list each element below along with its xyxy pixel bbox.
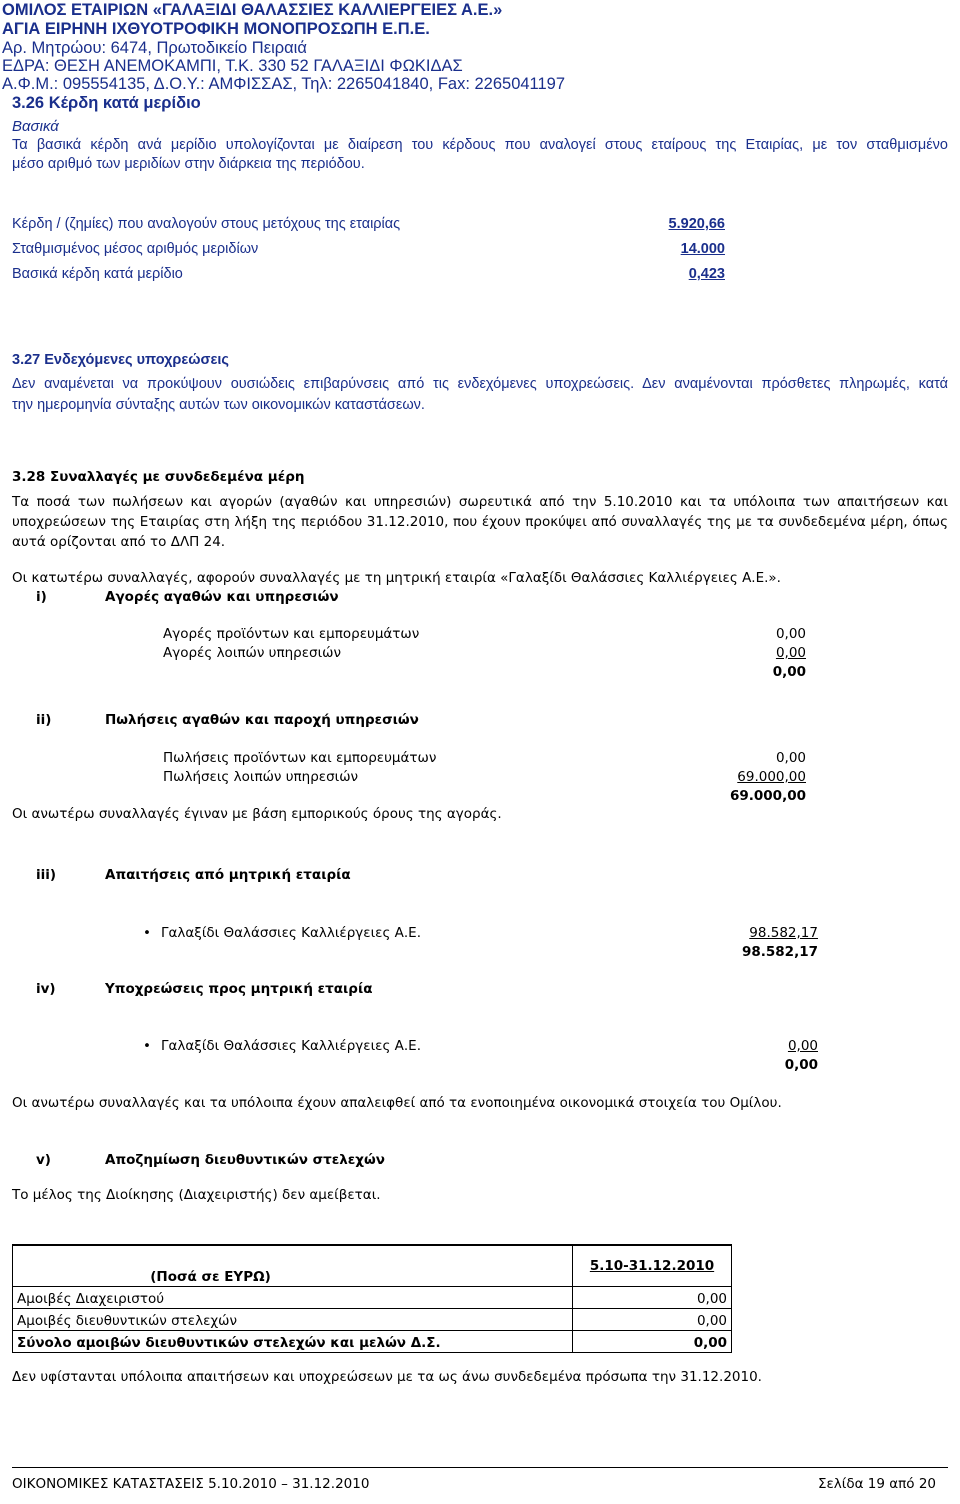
management-compensation-table [12,1244,732,1353]
item-i-row1-label: Αγορές προϊόντων και εμπορευμάτων [163,626,420,642]
item-iv-number: iv) [36,981,56,997]
item-ii-number: ii) [36,712,52,728]
item-iii-total: 98.582,17 [741,944,818,960]
eps-row-label-shares: Σταθμισμένος μέσος αριθμός μεριδίων [12,241,259,257]
table-row-value: 0,00 [573,1287,732,1309]
item-v-title: Αποζημίωση διευθυντικών στελεχών [105,1152,385,1168]
table-header-row [13,1245,732,1287]
section-3-26-subtitle: Βασικά [12,118,59,135]
table-row-value: 0,00 [573,1309,732,1331]
item-iv-row-label: Γαλαξίδι Θαλάσσιες Καλλιέργειες Α.Ε. [161,1038,422,1054]
eps-row-value-shares: 14.000 [680,241,725,257]
section-3-27-line1: Δεν αναμένεται να προκύψουν ουσιώδεις επιβαρύνσεις από τις ενδεχόμενες υποχρεώσεις. Δεν αναμένονται πρόσθετες πληρωμές, κατά [12,376,948,392]
item-i-row1-value: 0,00 [775,626,806,642]
table-total-label: Σύνολο αμοιβών διευθυντικών στελεχών και μελών Δ.Σ. [13,1331,573,1353]
company-address: ΕΔΡΑ: ΘΕΣΗ ΑΝΕΜΟΚΑΜΠΙ, Τ.Κ. 330 52 ΓΑΛΑΞΙΔΙ ΦΩΚΙΔΑΣ [2,57,463,75]
item-iii-row [143,925,421,941]
footer-divider [12,1467,948,1468]
section-3-26-paragraph-line2: μέσο αριθμό των μεριδίων στην διάρκεια της περιόδου. [12,156,365,172]
item-iv-title: Υποχρεώσεις προς μητρική εταιρία [105,981,373,997]
item-i-row2-value: 0,00 [775,645,806,661]
item-iii-row-value: 98.582,17 [749,925,818,941]
item-i-row2-label: Αγορές λοιπών υπηρεσιών [163,645,341,661]
table-row [13,1309,732,1331]
item-iv-note: Οι ανωτέρω συναλλαγές και τα υπόλοιπα έχουν απαλειφθεί από τα ενοποιημένα οικονομικά στοιχεία του Ομίλου. [12,1095,782,1111]
table-total-row [13,1331,732,1353]
footer-page-number: Σελίδα 19 από 20 [817,1476,936,1492]
item-i-total: 0,00 [772,664,806,680]
item-ii-title: Πωλήσεις αγαθών και παροχή υπηρεσιών [105,712,419,728]
item-ii-row1-value: 0,00 [775,750,806,766]
item-i-number: i) [36,589,47,605]
item-iii-number: iii) [36,867,57,883]
item-i-title: Αγορές αγαθών και υπηρεσιών [105,589,339,605]
item-iii-title: Απαιτήσεις από μητρική εταιρία [105,867,351,883]
section-3-27-title: 3.27 Ενδεχόμενες υποχρεώσεις [12,352,229,368]
table-total-value: 0,00 [573,1331,732,1353]
item-ii-row1-label: Πωλήσεις προϊόντων και εμπορευμάτων [163,750,437,766]
tax-and-contact-info: Α.Φ.Μ.: 095554135, Δ.Ο.Υ.: ΑΜΦΙΣΣΑΣ, Τηλ: 2265041840, Fax: 2265041197 [2,75,566,93]
item-iv-row-value: 0,00 [787,1038,818,1054]
table-row-label: Αμοιβές Διαχειριστού [13,1287,573,1309]
section-3-26-paragraph-line1: Τα βασικά κέρδη ανά μερίδιο υπολογίζονται με διαίρεση του κέρδους που αναλογεί στους εταίρους της Εταιρίας, με τον σταθμισμένο [12,137,948,153]
table-row-label: Αμοιβές διευθυντικών στελεχών [13,1309,573,1331]
eps-row-value-profit: 5.920,66 [668,216,725,232]
eps-row-label-eps: Βασικά κέρδη κατά μερίδιο [12,266,183,282]
bullet-icon: • [143,1038,151,1054]
item-iv-row [143,1038,421,1054]
registry-number: Αρ. Μητρώου: 6474, Πρωτοδικείο Πειραιά [2,39,307,57]
table-header-label: (Ποσά σε ΕΥΡΩ) [13,1245,573,1287]
item-ii-note: Οι ανωτέρω συναλλαγές έγιναν με βάση εμπορικούς όρους της αγοράς. [12,806,502,822]
section-3-27-line2: την ημερομηνία σύνταξης αυτών των οικονομικών καταστάσεων. [12,397,425,413]
bullet-icon: • [143,925,151,941]
item-ii-row2-label: Πωλήσεις λοιπών υπηρεσιών [163,769,359,785]
company-name: ΑΓΙΑ ΕΙΡΗΝΗ ΙΧΘΥΟΤΡΟΦΙΚΗ ΜΟΝΟΠΡΟΣΩΠΗ Ε.Π.Ε. [2,20,430,38]
section-3-28-p1-line3: αυτά ορίζονται από το ΔΛΠ 24. [12,534,226,550]
eps-row-label-profit: Κέρδη / (ζημίες) που αναλογούν στους μετόχους της εταιρίας [12,216,401,232]
section-3-28-p1-line1: Τα ποσά των πωλήσεων και αγορών (αγαθών και υπηρεσιών) σωρευτικά από την 5.10.2010 και τα υπόλοιπα των απαιτήσεων και [12,494,948,510]
item-ii-total: 69.000,00 [729,788,806,804]
section-3-28-p2: Οι κατωτέρω συναλλαγές, αφορούν συναλλαγές με τη μητρική εταιρία «Γαλαξίδι Θαλάσσιες Καλλιέργειες Α.Ε.». [12,570,781,586]
table-row [13,1287,732,1309]
table-header-period: 5.10-31.12.2010 [573,1245,732,1287]
item-iii-row-label: Γαλαξίδι Θαλάσσιες Καλλιέργειες Α.Ε. [161,925,422,941]
company-group-name: ΟΜΙΛΟΣ ΕΤΑΙΡΙΩΝ «ΓΑΛΑΞΙΔΙ ΘΑΛΑΣΣΙΕΣ ΚΑΛΛΙΕΡΓΕΙΕΣ Α.Ε.» [2,1,503,19]
item-iv-total: 0,00 [784,1057,818,1073]
item-v-number: v) [36,1152,51,1168]
item-v-final-note: Δεν υφίστανται υπόλοιπα απαιτήσεων και υποχρεώσεων με τα ως άνω συνδεδεμένα πρόσωπα την 31.12.2010. [12,1369,762,1385]
section-3-28-title: 3.28 Συναλλαγές με συνδεδεμένα μέρη [12,469,305,485]
footer-left-text: ΟΙΚΟΝΟΜΙΚΕΣ ΚΑΤΑΣΤΑΣΕΙΣ 5.10.2010 – 31.12.2010 [12,1476,370,1492]
section-3-28-p1-line2: υποχρεώσεων της Εταιρίας στη λήξη της περιόδου 31.12.2010, που έχουν προκύψει από συναλλαγές της με τα συνδεδεμένα μέρη, όπως [12,514,948,530]
eps-row-value-eps: 0,423 [688,266,725,282]
item-v-note: Το μέλος της Διοίκησης (Διαχειριστής) δεν αμείβεται. [12,1187,381,1203]
section-3-26-title: 3.26 Κέρδη κατά μερίδιο [12,94,201,112]
item-ii-row2-value: 69.000,00 [737,769,806,785]
